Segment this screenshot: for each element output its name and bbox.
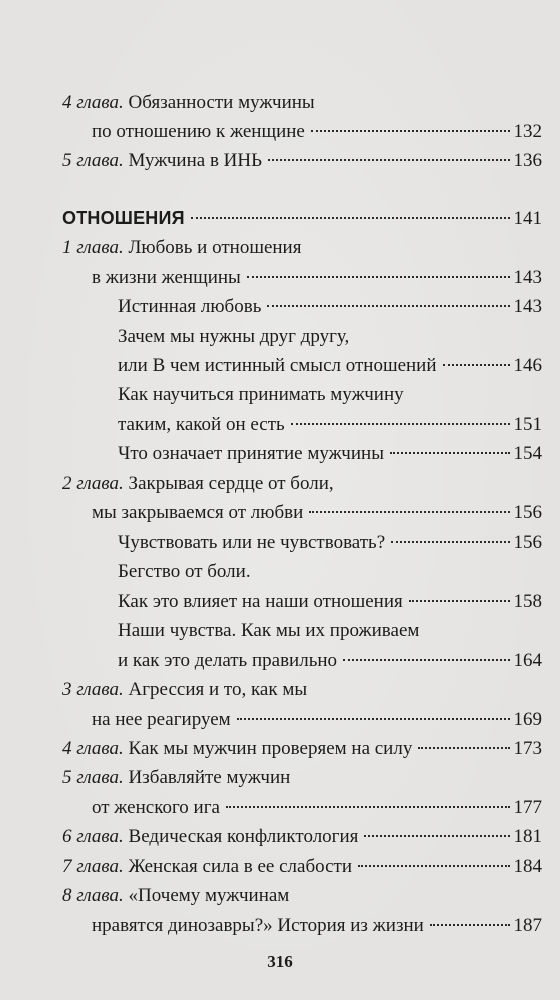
chapter-number: 7 глава. — [62, 856, 124, 877]
page-ref: 141 — [513, 208, 542, 229]
entry-title: Чувствовать или не чувствовать? — [118, 532, 386, 553]
toc-line — [0, 322, 560, 352]
toc-entry — [62, 146, 542, 176]
dot-leader — [191, 217, 510, 219]
dot-leader — [309, 511, 509, 513]
page-ref: 143 — [513, 296, 542, 317]
toc-entry — [62, 233, 301, 263]
toc-entry — [118, 587, 542, 617]
toc-entry — [92, 705, 542, 735]
toc-entry — [118, 528, 542, 558]
toc-line — [0, 852, 560, 882]
toc-entry — [118, 380, 404, 410]
entry-title: Зачем мы нужны друг другу, — [118, 326, 350, 347]
toc-entry-label — [118, 646, 337, 676]
entry-title: Как мы мужчин проверяем на силу — [123, 738, 413, 759]
chapter-number: 3 глава. — [62, 679, 124, 700]
toc-line — [0, 763, 560, 793]
toc-entry — [118, 292, 542, 322]
entry-title: таким, какой он есть — [118, 414, 285, 435]
toc-line — [0, 734, 560, 764]
toc-line — [0, 675, 560, 705]
toc-entry — [92, 793, 542, 823]
toc-line — [0, 587, 560, 617]
page-ref: 177 — [513, 797, 542, 818]
toc-entry-label — [62, 822, 358, 852]
page-ref: 151 — [513, 414, 542, 435]
toc-entry — [62, 203, 542, 233]
page-ref: 164 — [513, 650, 542, 671]
toc-line — [0, 793, 560, 823]
chapter-number: 5 глава. — [62, 767, 124, 788]
toc-entry-label — [92, 117, 305, 147]
dot-leader — [443, 364, 510, 366]
dot-leader — [391, 541, 509, 543]
toc-entry-label — [62, 734, 412, 764]
toc-entry — [92, 911, 542, 941]
dot-leader — [311, 130, 510, 132]
toc-entry-label — [62, 88, 315, 118]
page-ref: 181 — [513, 826, 542, 847]
page-number: 316 — [267, 952, 293, 971]
chapter-number: 1 глава. — [62, 237, 124, 258]
entry-title: от женского ига — [92, 797, 220, 818]
toc-entry — [118, 557, 251, 587]
toc-entry-label — [62, 146, 262, 176]
toc-entry — [118, 646, 542, 676]
toc-entry — [118, 322, 349, 352]
toc-entry-label — [62, 675, 307, 705]
page-ref: 143 — [513, 267, 542, 288]
toc-line — [0, 528, 560, 558]
page-ref: 158 — [513, 591, 542, 612]
entry-title: нравятся динозавры?» История из жизни — [92, 915, 424, 936]
entry-title: в жизни женщины — [92, 267, 241, 288]
toc-entry-label — [118, 616, 419, 646]
toc-entry-label — [118, 439, 384, 469]
page-ref: 184 — [513, 856, 542, 877]
dot-leader — [390, 452, 510, 454]
entry-title: «Почему мужчинам — [123, 885, 290, 906]
toc-entry-label — [92, 793, 220, 823]
dot-leader — [409, 600, 510, 602]
entry-title: Обязанности мужчины — [123, 92, 315, 113]
page-ref: 146 — [513, 355, 542, 376]
toc-entry — [62, 469, 334, 499]
chapter-number: 2 глава. — [62, 473, 124, 494]
entry-title: Как это влияет на наши отношения — [118, 591, 403, 612]
entry-title: по отношению к женщине — [92, 121, 305, 142]
entry-title: Бегство от боли. — [118, 561, 251, 582]
toc-entry-label — [62, 469, 334, 499]
toc-line — [0, 203, 560, 233]
toc-entry-label — [62, 852, 352, 882]
toc-entry-label — [118, 351, 437, 381]
dot-leader — [267, 305, 509, 307]
dot-leader — [358, 865, 509, 867]
toc-entry — [92, 498, 542, 528]
dot-leader — [364, 835, 509, 837]
chapter-number: 4 глава. — [62, 92, 124, 113]
dot-leader — [237, 718, 510, 720]
entry-title: Закрывая сердце от боли, — [123, 473, 334, 494]
chapter-number: 6 глава. — [62, 826, 124, 847]
chapter-number: 5 глава. — [62, 150, 124, 171]
chapter-number: 4 глава. — [62, 738, 124, 759]
page-ref: 156 — [513, 502, 542, 523]
toc-line — [0, 911, 560, 941]
section-title — [62, 203, 185, 233]
dot-leader — [247, 276, 510, 278]
toc-line — [0, 146, 560, 176]
toc-entry — [62, 852, 542, 882]
toc-line — [0, 292, 560, 322]
toc-line — [0, 557, 560, 587]
toc-line — [0, 498, 560, 528]
toc-line — [0, 88, 560, 118]
entry-title: ОТНОШЕНИЯ — [62, 208, 185, 228]
toc-entry-label — [92, 911, 424, 941]
entry-title: Ведическая конфликтология — [123, 826, 359, 847]
chapter-number: 8 глава. — [62, 885, 124, 906]
entry-title: Мужчина в ИНЬ — [123, 150, 263, 171]
toc-entry-label — [118, 322, 349, 352]
entry-title: Что означает принятие мужчины — [118, 443, 384, 464]
toc-entry — [62, 734, 542, 764]
toc-entry-label — [118, 587, 403, 617]
toc-line — [0, 705, 560, 735]
dot-leader — [291, 423, 510, 425]
toc-entry-label — [118, 557, 251, 587]
toc-entry-label — [62, 233, 301, 263]
entry-title: Истинная любовь — [118, 296, 262, 317]
toc-entry-label — [92, 263, 241, 293]
entry-title: Наши чувства. Как мы их проживаем — [118, 620, 420, 641]
toc-entry-label — [62, 881, 289, 911]
toc-line — [0, 822, 560, 852]
toc-line — [0, 117, 560, 147]
toc-entry-label — [118, 292, 261, 322]
toc-line — [0, 439, 560, 469]
toc-line — [0, 646, 560, 676]
page-ref: 156 — [513, 532, 542, 553]
toc-line — [0, 233, 560, 263]
toc-entry — [62, 675, 307, 705]
page-ref: 173 — [513, 738, 542, 759]
toc-entry-label — [118, 380, 404, 410]
entry-title: на нее реагируем — [92, 709, 231, 730]
entry-title: Избавляйте мужчин — [123, 767, 291, 788]
toc-line — [0, 881, 560, 911]
toc-entry — [92, 263, 542, 293]
toc-entry-label — [62, 763, 290, 793]
page-ref: 136 — [513, 150, 542, 171]
toc-line — [0, 469, 560, 499]
toc-entry-label — [92, 705, 231, 735]
toc-line — [0, 263, 560, 293]
toc-line — [0, 380, 560, 410]
dot-leader — [268, 159, 509, 161]
entry-title: мы закрываемся от любви — [92, 502, 304, 523]
entry-title: Любовь и отношения — [123, 237, 302, 258]
toc-entry-label — [118, 410, 285, 440]
page-ref: 187 — [513, 915, 542, 936]
page-ref: 154 — [513, 443, 542, 464]
dot-leader — [418, 747, 509, 749]
entry-title: и как это делать правильно — [118, 650, 338, 671]
toc-entry — [62, 822, 542, 852]
toc-line — [0, 616, 560, 646]
toc-entry-label — [92, 498, 303, 528]
toc-line — [0, 351, 560, 381]
dot-leader — [430, 924, 510, 926]
toc-entry — [118, 351, 542, 381]
entry-title: Как научиться принимать мужчину — [118, 384, 404, 405]
dot-leader — [343, 659, 509, 661]
toc-line — [0, 410, 560, 440]
toc-entry — [118, 616, 419, 646]
toc-entry — [62, 881, 289, 911]
toc-entry — [118, 439, 542, 469]
toc-entry — [62, 763, 290, 793]
page-ref: 169 — [513, 709, 542, 730]
toc-entry — [118, 410, 542, 440]
toc-entry-label — [118, 528, 385, 558]
entry-title: Женская сила в ее слабости — [123, 856, 353, 877]
toc-entry — [92, 117, 542, 147]
page-ref: 132 — [513, 121, 542, 142]
entry-title: или В чем истинный смысл отношений — [118, 355, 437, 376]
toc-entry — [62, 88, 315, 118]
entry-title: Агрессия и то, как мы — [123, 679, 308, 700]
dot-leader — [226, 806, 510, 808]
